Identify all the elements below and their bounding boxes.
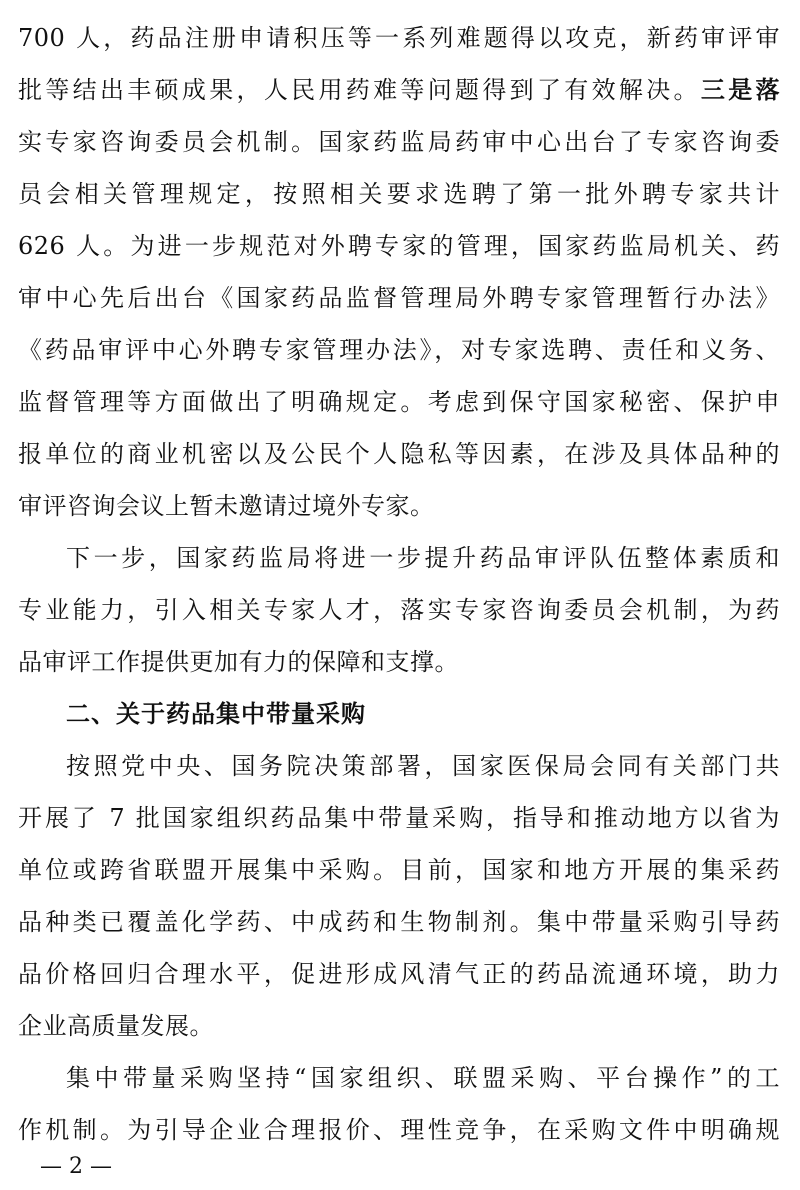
text-line: 按照党中央、国务院决策部署，国家医保局会同有关部门共 (66, 752, 780, 780)
text-line: 集中带量采购坚持“国家组织、联盟采购、平台操作”的工 (66, 1064, 780, 1092)
text-line: 实专家咨询委员会机制。国家药监局药审中心出台了专家咨询委 (18, 128, 780, 156)
text-line: 700 人，药品注册申请积压等一系列难题得以攻克，新药审评审 (18, 24, 780, 52)
text-line: 审中心先后出台《国家药品监督管理局外聘专家管理暂行办法》 (18, 284, 780, 312)
page-number: — 2 — (40, 1154, 112, 1179)
text-line: 品价格回归合理水平，促进形成风清气正的药品流通环境，助力 (18, 960, 780, 988)
text-line: 专业能力，引入相关专家人才，落实专家咨询委员会机制，为药 (18, 596, 780, 624)
text-line: 单位或跨省联盟开展集中采购。目前，国家和地方开展的集采药 (18, 856, 780, 884)
text-line: 报单位的商业机密以及公民个人隐私等因素，在涉及具体品种的 (18, 440, 780, 468)
text-line: 作机制。为引导企业合理报价、理性竞争，在采购文件中明确规 (18, 1116, 780, 1144)
text-line: 下一步，国家药监局将进一步提升药品审评队伍整体素质和 (66, 544, 780, 572)
text-line: 企业高质量发展。 (18, 1012, 214, 1040)
bold-inline-text: 三是落 (700, 76, 781, 104)
text-line (18, 62, 780, 118)
text-line: 监督管理等方面做出了明确规定。考虑到保守国家秘密、保护申 (18, 388, 780, 416)
text-line: 626 人。为进一步规范对外聘专家的管理，国家药监局机关、药 (18, 232, 780, 260)
text-line: 品种类已覆盖化学药、中成药和生物制剂。集中带量采购引导药 (18, 908, 780, 936)
text-line: 开展了 7 批国家组织药品集中带量采购，指导和推动地方以省为 (18, 804, 780, 832)
text-line: 审评咨询会议上暂未邀请过境外专家。 (18, 492, 435, 520)
text-span: 批等结出丰硕成果，人民用药难等问题得到了有效解决。 (18, 76, 701, 104)
text-line: 员会相关管理规定，按照相关要求选聘了第一批外聘专家共计 (18, 180, 780, 208)
text-line: 《药品审评中心外聘专家管理办法》，对专家选聘、责任和义务、 (18, 336, 780, 364)
section-heading: 二、关于药品集中带量采购 (66, 700, 366, 728)
text-line: 品审评工作提供更加有力的保障和支撑。 (18, 648, 459, 676)
